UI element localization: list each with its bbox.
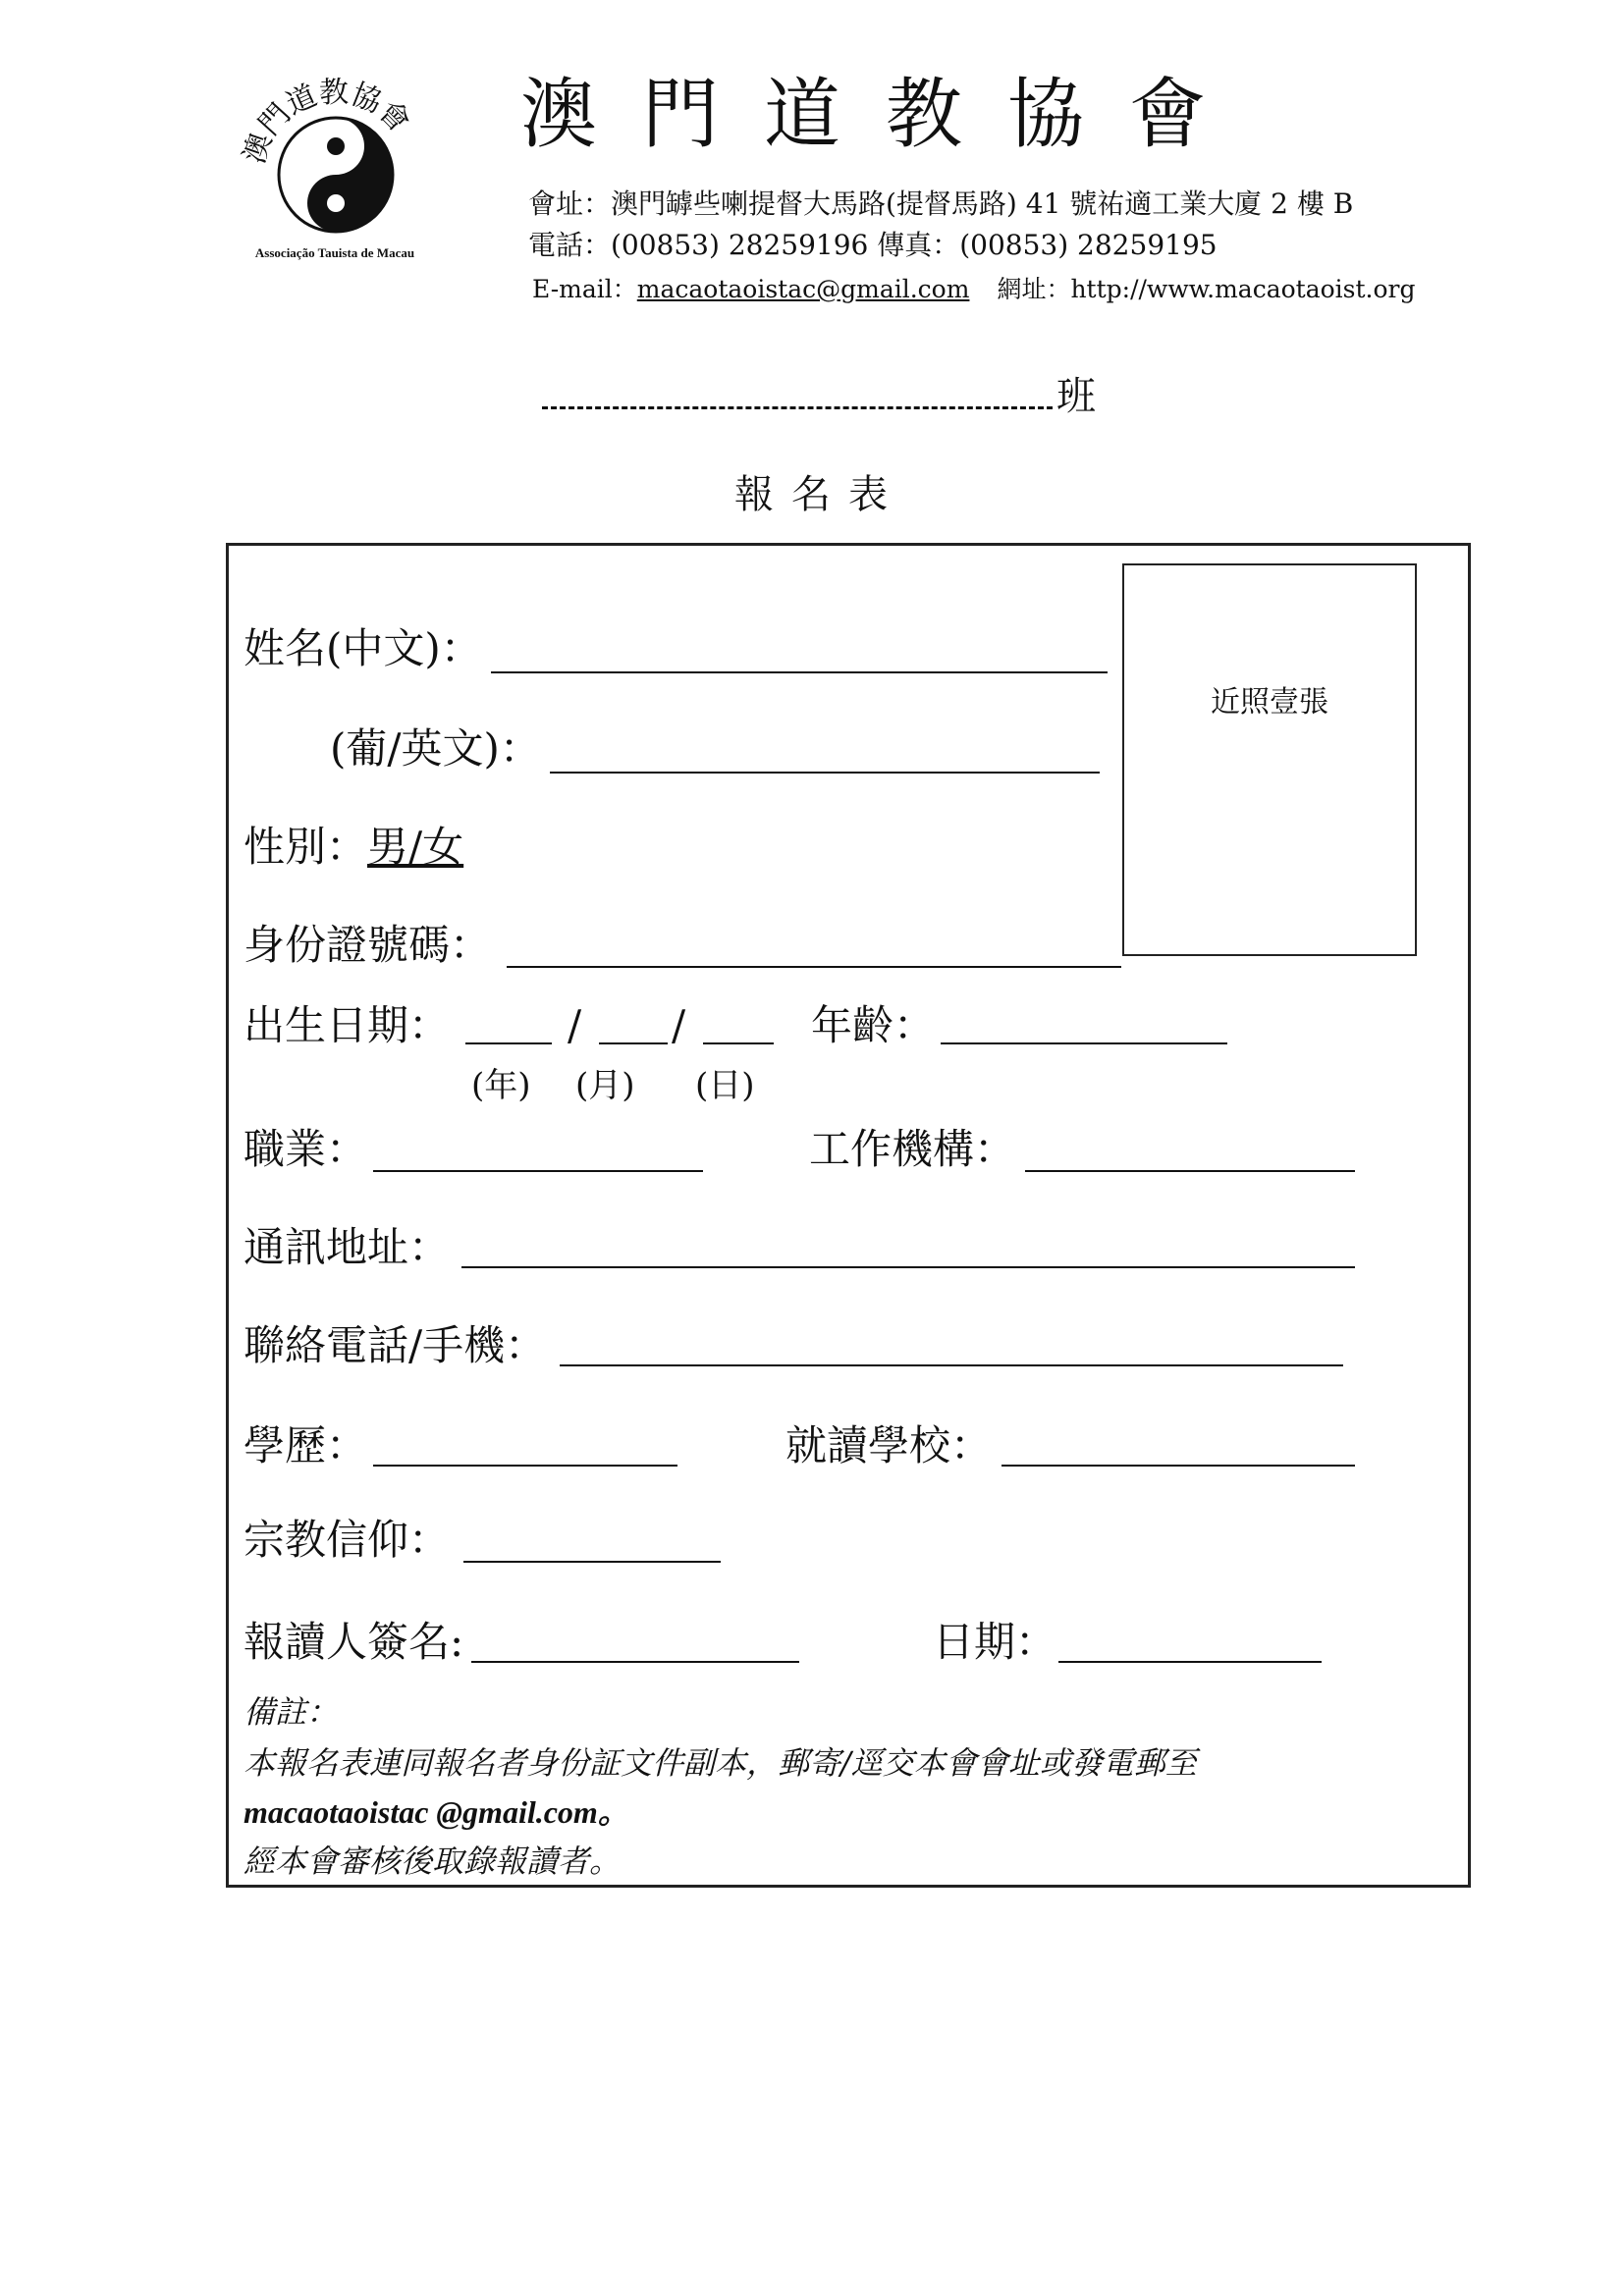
name-cn-line[interactable] [491,671,1108,673]
notes-line-1: 本報名表連同報名者身份証文件副本，郵寄/逕交本會會址或發電郵至 [244,1744,1197,1782]
occupation-line[interactable] [373,1170,703,1172]
name-pt-en-label: (葡/英文)： [330,724,541,773]
gender-field [244,823,464,871]
date-separator: / [672,1001,686,1049]
signature-label: 報讀人簽名: [244,1618,464,1666]
employer-line[interactable] [1025,1170,1355,1172]
signature-line[interactable] [471,1661,799,1663]
id-number-label: 身份證號碼： [244,921,492,969]
email-label: E-mail： [532,275,637,303]
notes-line-3: 經本會審核後取錄報讀者。 [244,1842,622,1880]
name-pt-en-line[interactable] [550,772,1100,774]
website-link[interactable]: http://www.macaotaoist.org [1070,275,1416,303]
school-line[interactable] [1001,1465,1355,1467]
organization-address: 會址：澳門罅些喇提督大馬路(提督馬路) 41 號祐適工業大廈 2 樓 B [528,187,1354,220]
yin-yang-logo [224,65,446,261]
gender-options[interactable]: 男/女 [367,823,464,871]
age-label: 年齡： [811,1001,936,1049]
employer-label: 工作機構： [809,1125,1016,1173]
class-name-blank[interactable] [542,373,1053,409]
birth-year-line[interactable] [465,1042,552,1044]
mailing-address-label: 通訊地址： [244,1223,451,1271]
organization-phone-fax: 電話：(00853) 28259196 傳真：(00853) 28259195 [528,229,1218,261]
gender-label: 性別： [244,823,368,871]
age-line[interactable] [941,1042,1227,1044]
occupation-label: 職業： [244,1125,368,1173]
religion-label: 宗教信仰： [244,1516,451,1564]
contact-phone-label: 聯絡電話/手機： [244,1321,547,1369]
logo-caption: Associação Tauista de Macau [254,245,415,260]
religion-line[interactable] [463,1561,721,1563]
class-name-field [542,365,1096,421]
photo-label: 近照壹張 [1211,685,1328,720]
logo-ring-text: 澳門道教協會 [237,75,417,168]
year-caption: (年) [471,1066,531,1105]
day-caption: (日) [695,1066,755,1105]
website-label: 網址： [997,275,1071,303]
month-caption: (月) [575,1066,635,1105]
contact-row [532,277,1416,301]
school-label: 就讀學校： [785,1421,993,1469]
date-separator: / [568,1001,582,1049]
birth-date-label: 出生日期： [244,1001,451,1049]
birth-day-line[interactable] [703,1042,774,1044]
date-label: 日期： [933,1618,1057,1666]
notes-email: macaotaoistac @gmail.com。 [244,1794,629,1830]
photo-box [1122,563,1417,956]
date-line[interactable] [1058,1661,1322,1663]
birth-month-line[interactable] [599,1042,668,1044]
form-title: 報名表 [734,472,905,517]
class-suffix: 班 [1056,374,1096,419]
mailing-address-line[interactable] [461,1266,1355,1268]
education-label: 學歷： [244,1421,368,1469]
organization-name: 澳門道教協會 [520,71,1252,159]
name-cn-label: 姓名(中文)： [244,624,482,672]
education-line[interactable] [373,1465,677,1467]
email-link[interactable]: macaotaoistac@gmail.com [636,275,970,303]
id-number-line[interactable] [507,966,1121,968]
contact-phone-line[interactable] [560,1364,1343,1366]
notes-heading: 備註： [244,1693,339,1731]
